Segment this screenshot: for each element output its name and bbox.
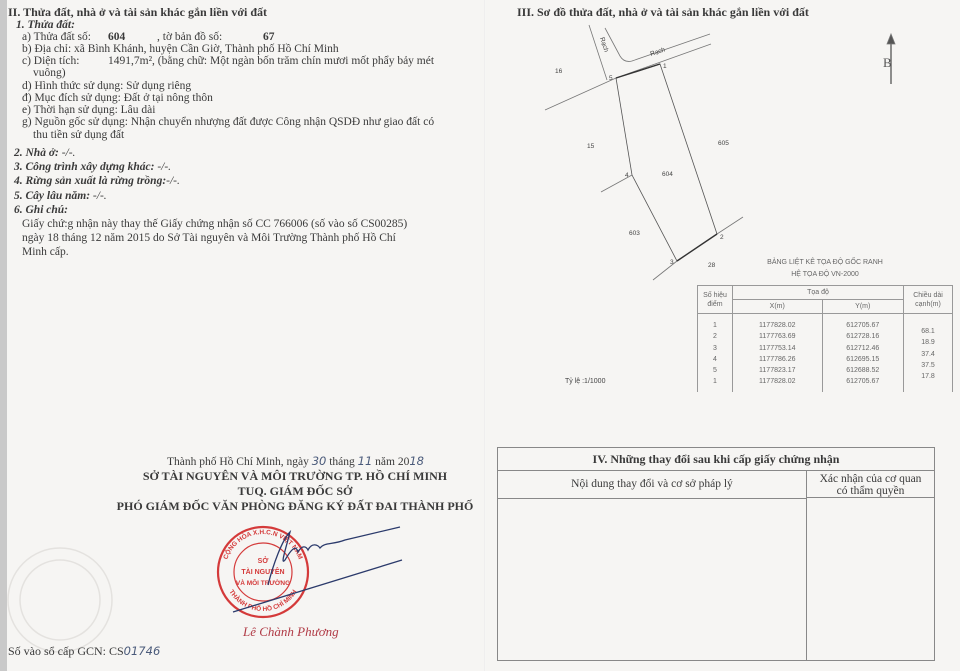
header-coord: Tọa độ [733,286,904,300]
col-confirmation-line2: có thẩm quyền [836,485,905,497]
perennial-label: 5. Cây lâu năm: [14,190,91,202]
changes-title: IV. Những thay đổi sau khi cấp giấy chứng nhận [498,448,934,471]
date-prefix: Thành phố Hồ Chí Minh, ngày [167,456,309,468]
boundary-extension [653,261,677,280]
point-cell: 1 [713,322,717,329]
svg-text:CỘNG HÒA X.H.C.N VIỆT NAM [222,529,303,561]
x-cell: 1177828.02 [759,322,796,329]
map-number: 67 [263,31,275,43]
parcel-label: a) Thửa đất số: [22,31,91,43]
house-label: 2. Nhà ở: [14,147,59,159]
point-cell: 5 [713,367,717,375]
length-cell: 37.4 [921,350,935,358]
canal-label: Rạch [649,46,667,58]
date-month: 11 [357,454,373,468]
point-cell: 4 [713,355,717,363]
svg-text:THÀNH PHỐ HỒ CHÍ MINH [227,588,298,613]
note-line: Giấy chứ:g nhận này thay thế Giấy chứng nhận số CC 766006 (số vào số CS00285) [22,218,408,230]
forest-value: -/-. [166,175,180,187]
parcel-label: 604 [662,171,673,178]
parcel-label: 605 [718,140,729,147]
registry-label: Số vào sổ cấp GCN: CS [8,644,124,658]
changes-col-content: Nội dung thay đổi và cơ sở pháp lý [498,471,807,499]
perennial-value: -/-. [92,190,107,202]
section-title: II. Thửa đất, nhà ở và tài sản khác gắn liền với đất [8,5,268,19]
agency-name: SỞ TÀI NGUYÊN VÀ MÔI TRƯỜNG TP. HỒ CHÍ MINH [142,469,448,483]
scale-label: Tỷ lệ :1/1000 [565,378,606,385]
use-term: e) Thời hạn sử dụng: Lâu dài [22,104,156,116]
stamp-center-text: TÀI NGUYÊN [241,569,285,576]
on-behalf: TUQ. GIÁM ĐỐC SỞ [237,484,353,498]
diagram-title: III. Sơ đồ thửa đất, nhà ở và tài sản khác gắn liền với đất [517,5,809,19]
boundary-extension [601,175,632,192]
map-label: , tờ bản đồ số: [157,31,223,43]
stamp-center-text: VÀ MÔI TRƯỜNG [235,580,291,587]
x-cell: 1177753.14 [759,344,796,352]
date-month-label: tháng [329,456,355,468]
changes-table [497,447,935,661]
parcel-label: 603 [629,230,640,237]
x-cell: 1177828.02 [759,378,796,386]
construction-value: -/-. [157,161,172,173]
notes-heading: 6. Ghi chú: [14,204,68,216]
parcel-label: 28 [708,262,716,269]
header-length: Chiều dài cạnh(m) [904,286,953,314]
area-value-cont: vuông) [33,67,66,79]
forest-label: 4. Rừng sản xuất là rừng trồng: [14,175,167,187]
page-edge [0,0,7,671]
canal-label: Rạch [598,36,610,54]
signer-position: PHÓ GIÁM ĐỐC VĂN PHÒNG ĐĂNG KÝ ĐẤT ĐAI THÀNH PHỐ [116,499,474,513]
length-cell: 68.1 [921,328,935,335]
column-divider [806,498,807,660]
official-stamp [218,527,308,617]
x-cell: 1177823.17 [759,367,796,375]
coordinate-table [697,285,953,392]
area-value: 1491,7m², (bằng chữ: Một ngàn bốn trăm chín mươi mốt phẩy bảy mét [108,55,435,67]
signer-name: Lê Chành Phương [243,624,339,639]
origin: g) Nguồn gốc sử dụng: Nhận chuyển nhượng đất được Công nhận QSDĐ như giao đất có [22,116,435,128]
y-cell: 612712.46 [846,344,880,352]
date-year-label: năm 20 [375,456,410,468]
x-cell: 1177763.69 [759,333,796,341]
point-cell: 3 [713,344,717,352]
point-label: 5 [609,75,613,82]
canal-line [545,44,711,110]
point-label: 4 [625,172,629,179]
note-line: Minh cấp. [22,246,69,258]
changes-col-confirmation [807,471,934,498]
length-cell: 17.8 [921,373,935,381]
parcel-label: 16 [555,68,563,75]
date-day: 30 [311,454,327,468]
point-cell: 2 [713,333,717,341]
use-form: d) Hình thức sử dụng: Sử dụng riêng [22,80,192,92]
parcel-604-boundary [616,64,717,261]
construction-label: 3. Công trình xây dựng khác: [14,161,155,173]
stamp-outer-text: CỘNG HÒA X.H.C.N VIỆT NAM [222,528,304,561]
parcel-number: 604 [108,31,126,43]
point-label: 1 [663,63,667,70]
handwritten-signature [233,527,402,612]
y-cell: 612705.67 [846,378,880,386]
coord-table-title: BẢNG LIỆT KÊ TỌA ĐỘ GỐC RANH [767,259,883,266]
point-label: 3 [670,259,674,266]
address: b) Địa chỉ: xã Bình Khánh, huyện Cần Giờ, Thành phố Hồ Chí Minh [22,43,339,55]
y-cell: 612728.16 [846,333,880,341]
house-value: -/-. [61,147,76,159]
y-cell: 612688.52 [846,367,880,375]
point-cell: 1 [713,378,717,386]
canal-line [605,28,710,61]
y-cell: 612705.67 [846,322,880,329]
origin-cont: thu tiền sử dụng đất [33,129,125,141]
land-heading: 1. Thửa đất: [16,19,75,31]
header-y: Y(m) [822,300,903,314]
x-cell: 1177786.26 [759,355,796,363]
header-x: X(m) [733,300,823,314]
embossed-seal [8,548,112,652]
y-cell: 612695.15 [846,355,880,363]
boundary-extension [717,217,743,234]
note-line: ngày 18 tháng 12 năm 2015 do Sở Tài nguyên và Môi Trường Thành phố Hồ Chí [22,232,396,244]
north-label: B [883,55,892,70]
stamp-center-text: SỞ [257,558,269,565]
coord-table-subtitle: HỆ TỌA ĐỘ VN-2000 [791,271,859,278]
parcel-label: 15 [587,143,595,150]
canal-line [589,25,610,80]
date-year: 18 [409,454,424,468]
length-cell: 37.5 [921,361,935,369]
length-cell: 18.9 [921,339,935,347]
registry-number: 01746 [123,644,161,658]
area-label: c) Diện tích: [22,55,80,67]
point-label: 2 [720,234,724,241]
map-lines [545,25,895,280]
use-purpose: đ) Mục đích sử dụng: Đất ở tại nông thôn [22,92,213,104]
stamp-bottom-text: THÀNH PHỐ HỒ CHÍ MINH [227,588,299,614]
header-point: Số hiệu điểm [698,286,733,314]
col-confirmation-line1: Xác nhận của cơ quan [819,473,922,485]
page-fold [484,0,486,671]
